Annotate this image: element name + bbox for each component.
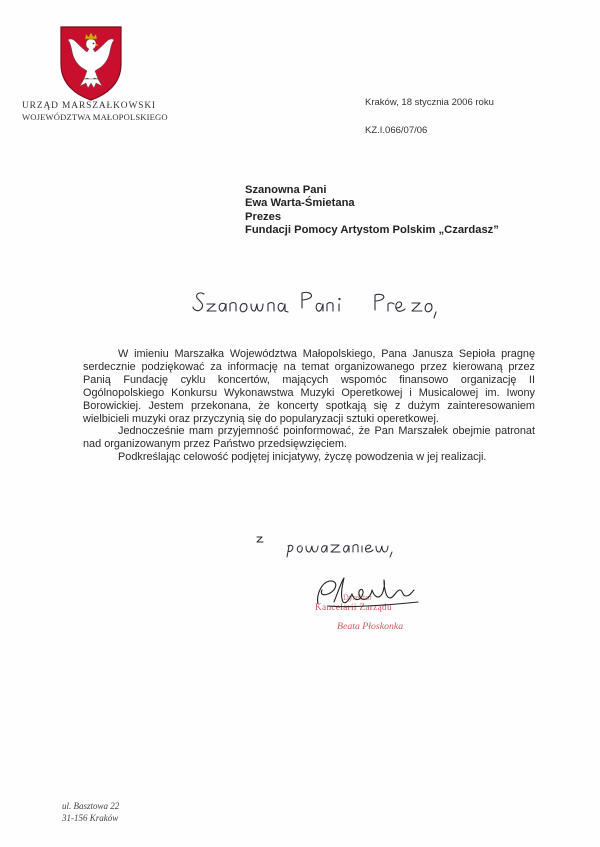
addressee-block: [245, 184, 499, 238]
addressee-name: Ewa Warta-Śmietana: [245, 197, 355, 210]
stamp-name: Beata Płoskonka: [337, 621, 404, 632]
handwritten-signature: [308, 572, 443, 622]
place-date: Kraków, 18 stycznia 2006 roku: [365, 97, 494, 108]
stamp-role: Kancelarii Zarządu: [315, 603, 392, 613]
address-street: ul. Basztowa 22: [62, 801, 120, 811]
addressee-title: Prezes: [245, 210, 282, 223]
handwritten-greeting: [190, 286, 450, 326]
addressee-salutation: Szanowna Pani: [245, 184, 327, 196]
office-name-line1: URZĄD MARSZAŁKOWSKI: [22, 101, 157, 111]
eagle-crest-icon: [58, 24, 124, 102]
body-paragraph: Podkreślając celowość podjętej inicjatywy, życzę powodzenia w jej realizacji.: [118, 451, 487, 464]
addressee-organization: Fundacji Pomocy Artystom Polskim „Czardasz”: [245, 224, 499, 237]
footer-address: [62, 801, 119, 824]
address-city: 31-156 Kraków: [62, 812, 119, 823]
office-name: [22, 101, 192, 123]
body-paragraph: Jednocześnie mam przyjemność poinformować, że Pan Marszałek obejmie patronat nad organizowanym przez Państwo przedsięwzięciem.: [83, 425, 535, 451]
stamp-role-top: Dyrektor: [343, 593, 372, 602]
letter-body: [83, 348, 535, 464]
body-paragraph: W imieniu Marszałka Województwa Małopolskiego, Pana Janusza Sepioła pragnę serdecznie podziękować za informację na temat organizowanego przez kierowaną przez Panią Fundację cyklu koncertów, mających wspomóc finansowo organizację II Ogólnopolskiego Konkursu Wykonawstwa Muzyki Operetkowej i Musicalowej im. Iwony Borowickiej. Jestem przekonana, że koncerty spotkają się z dużym zainteresowaniem wielbicieli muzyki oraz przyczynią się do popularyzacji sztuki operetkowej.: [83, 348, 535, 425]
office-name-line2: WOJEWÓDZTWA MAŁOPOLSKIEGO: [22, 112, 168, 122]
reference-number: KZ.I.066/07/06: [365, 125, 428, 136]
handwritten-closing: [255, 533, 395, 563]
